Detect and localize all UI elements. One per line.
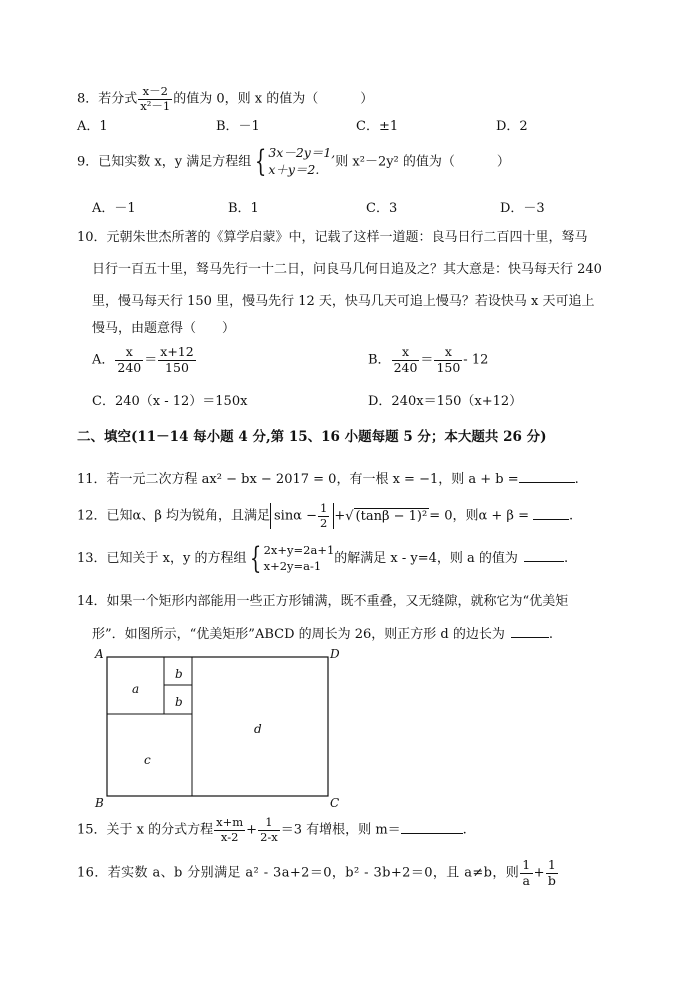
q12-abs-den: 2 xyxy=(320,515,328,530)
q11-text: 11．若一元二次方程 ax² − bx − 2017 = 0，有一根 x = −1，则 a + b = xyxy=(77,472,519,487)
question-11 xyxy=(77,470,579,486)
q13-text-pre: 13．已知关于 x，y 的方程组 xyxy=(77,551,247,567)
square-label-b-bottom: b xyxy=(175,695,183,709)
q10-b-equals: ＝ xyxy=(420,352,434,368)
q12-absolute-value xyxy=(270,503,334,529)
q15-text-pre: 15．关于 x 的分式方程 xyxy=(77,822,214,838)
q8-stem-pre: 8．若分式 xyxy=(77,91,138,107)
q14-line-1: 14．如果一个矩形内部能用一些正方形铺满，既不重叠，又无缝隙，就称它为“优美矩 xyxy=(77,594,569,609)
q12-abs-num: 1 xyxy=(320,501,328,515)
q9-stem-post: 则 x²－2y² 的值为（ xyxy=(335,154,455,170)
q8-option-c: C．±1 xyxy=(356,119,399,134)
q8-fraction xyxy=(138,86,172,112)
q13-text-post: 的解满足 x - y=4，则 a 的值为 xyxy=(334,551,518,567)
q14-end: . xyxy=(548,627,554,642)
q15-f2-den: 2-x xyxy=(260,829,278,844)
q13-answer-blank[interactable] xyxy=(524,549,564,562)
q10-b-right-num: x xyxy=(434,346,462,361)
corner-label-b: B xyxy=(95,796,104,810)
square-label-c: c xyxy=(144,753,151,767)
q10-line-1: 10．元朝朱世杰所著的《算学启蒙》中，记载了这样一道题：良马日行二百四十里，驽马 xyxy=(77,230,588,245)
q8-frac-denominator: x²－1 xyxy=(140,98,171,113)
q10-a-right-frac xyxy=(158,346,195,374)
q10-a-left-den: 240 xyxy=(117,359,142,375)
q12-answer-blank[interactable] xyxy=(533,507,569,520)
rectangle-abcd xyxy=(107,657,328,796)
q15-f1-den: x-2 xyxy=(220,829,239,844)
question-8-stem xyxy=(77,86,373,112)
q10-b-left-num: x xyxy=(392,346,420,361)
q10-option-b xyxy=(368,346,488,374)
square-label-d: d xyxy=(254,722,262,736)
q16-fraction-2 xyxy=(546,859,558,887)
q10-a-equals: ＝ xyxy=(144,352,158,368)
question-15 xyxy=(77,817,467,843)
q16-f1-den: a xyxy=(522,872,531,888)
q16-plus: + xyxy=(533,865,545,881)
q14-answer-blank[interactable] xyxy=(511,625,549,638)
q13-equation-2: x+2y=a-1 xyxy=(263,558,322,573)
q8-option-a: A．1 xyxy=(77,119,108,134)
q10-a-right-den: 150 xyxy=(165,359,189,375)
q8-frac-numerator: x－2 xyxy=(138,86,172,100)
q10-a-label: A． xyxy=(92,352,115,368)
q11-end: . xyxy=(574,472,579,487)
q10-option-a xyxy=(92,346,197,374)
q10-b-left-frac xyxy=(392,346,420,374)
q16-text: 16．若实数 a、b 分别满足 a² - 3a+2＝0，b² - 3b+2＝0，且 a≠b，则 xyxy=(77,865,520,881)
q13-equation-system xyxy=(264,543,335,574)
q16-f2-den: b xyxy=(547,872,557,888)
q12-plus: + xyxy=(334,508,346,524)
q8-option-b: B．－1 xyxy=(216,119,260,134)
q10-a-right-num: x+12 xyxy=(160,344,194,359)
q16-f2-num: 1 xyxy=(546,859,558,874)
q10-b-left-den: 240 xyxy=(393,359,418,375)
q10-b-right-frac xyxy=(434,346,462,374)
q14-line-2 xyxy=(92,625,553,641)
question-16 xyxy=(77,859,559,887)
q9-stem-close: ） xyxy=(496,154,510,170)
q15-fraction-1 xyxy=(214,817,245,843)
q10-line-2: 日行一百五十里，驽马先行一十二日，问良马几何日追及之？其大意是：快马每天行 240 xyxy=(92,262,602,277)
q9-option-a: A．－1 xyxy=(92,201,136,216)
q9-equation-system xyxy=(268,145,335,179)
q11-answer-blank[interactable] xyxy=(519,470,575,483)
q12-end: . xyxy=(568,508,574,524)
q15-end: . xyxy=(462,822,467,838)
q14-line-2-text: 形”．如图所示，“优美矩形”ABCD 的周长为 26，则正方形 d 的边长为 xyxy=(92,627,505,642)
q9-stem-pre: 9．已知实数 x，y 满足方程组 xyxy=(77,154,252,170)
q8-stem-post: 的值为 0，则 x 的值为（ xyxy=(173,91,319,107)
q15-fraction-2 xyxy=(258,817,280,843)
q15-text-post: ＝3 有增根，则 m＝ xyxy=(280,822,401,838)
q10-b-tail: - 12 xyxy=(463,352,489,368)
q8-option-d: D．2 xyxy=(496,119,528,134)
q8-stem-close: ） xyxy=(360,91,374,107)
q12-abs-sin: sinα − xyxy=(273,508,317,524)
q9-equation-2: x＋y＝2. xyxy=(268,161,320,177)
q10-b-label: B． xyxy=(368,352,391,368)
q9-equation-1: 3x－2y＝1, xyxy=(268,145,336,160)
q15-f2-num: 1 xyxy=(258,817,280,831)
q16-f1-num: 1 xyxy=(522,857,531,872)
q15-plus: + xyxy=(246,822,258,838)
q13-equation-1: 2x+y=2a+1 xyxy=(263,543,335,557)
q15-f1-num: x+m xyxy=(216,815,244,829)
question-13 xyxy=(77,541,569,577)
corner-label-d: D xyxy=(330,647,340,661)
q9-option-d: D．－3 xyxy=(500,201,545,216)
corner-label-a: A xyxy=(95,647,104,661)
square-label-b-top: b xyxy=(175,667,183,681)
q16-fraction-1 xyxy=(520,859,532,887)
rectangle-diagram xyxy=(92,645,352,810)
square-label-a: a xyxy=(132,682,140,696)
q12-abs-fraction xyxy=(318,503,329,529)
corner-label-c: C xyxy=(330,796,340,810)
q10-line-3: 里，慢马每天行 150 里，慢马先行 12 天，快马几天可追上慢马？若设快马 x 天可追上 xyxy=(92,294,595,309)
q10-b-right-den: 150 xyxy=(436,359,461,375)
q12-sqrt-content: (tanβ − 1)² xyxy=(355,508,428,524)
q15-answer-blank[interactable] xyxy=(401,821,463,834)
q10-line-4: 慢马，由题意得（ ） xyxy=(92,321,236,336)
q9-option-b: B．1 xyxy=(228,201,259,216)
section-2-heading: 二、填空(11－14 每小题 4 分,第 15、16 小题每题 5 分；本大题共 26 分) xyxy=(77,429,547,445)
question-9-stem xyxy=(77,145,510,179)
q13-end: . xyxy=(563,551,569,567)
q12-text-post: = 0，则α + β = xyxy=(429,508,529,524)
q13-brace: { xyxy=(250,541,262,577)
q9-option-c: C．3 xyxy=(366,201,398,216)
q12-text-pre: 12．已知α、β 均为锐角，且满足 xyxy=(77,508,270,524)
q10-a-left-num: x xyxy=(115,346,143,361)
question-12 xyxy=(77,503,573,529)
q12-sqrt: √ (tanβ − 1)² xyxy=(345,508,428,524)
q10-option-d: D．240x＝150（x+12） xyxy=(368,394,523,409)
q10-option-c: C．240（x - 12）＝150x xyxy=(92,394,248,409)
q9-brace: { xyxy=(255,144,267,180)
rectangle-figure xyxy=(92,645,352,810)
q10-a-left-frac xyxy=(115,346,143,374)
